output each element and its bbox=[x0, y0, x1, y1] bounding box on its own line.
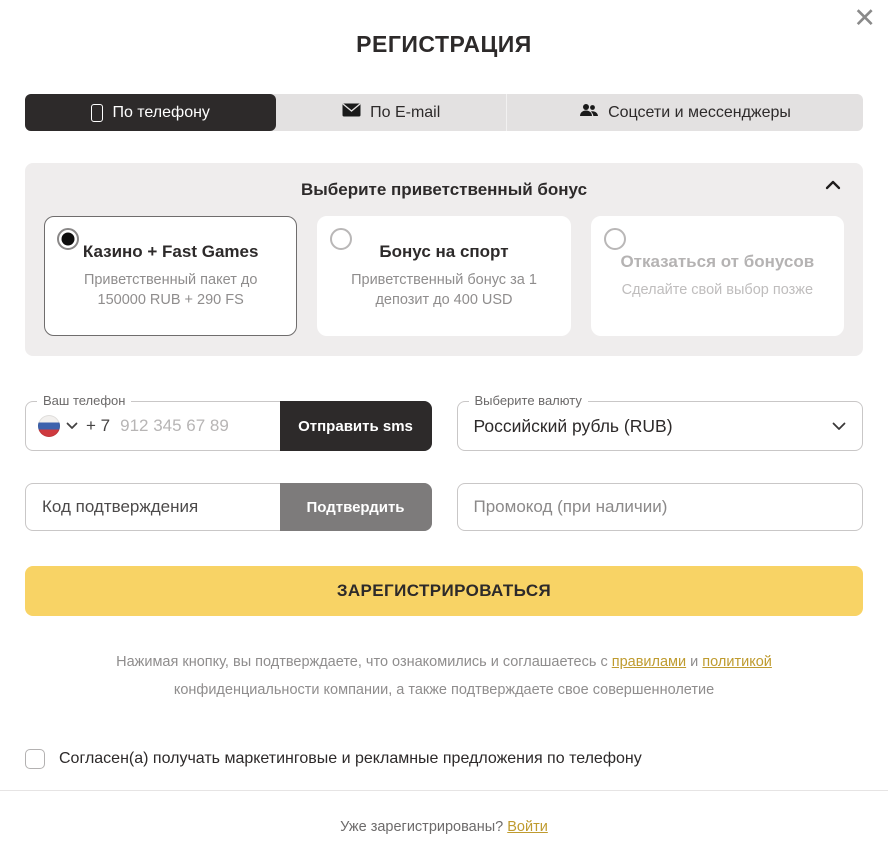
chevron-down-icon[interactable] bbox=[66, 422, 78, 430]
send-sms-button[interactable]: Отправить sms bbox=[280, 401, 432, 451]
currency-select-label: Выберите валюту bbox=[469, 393, 588, 408]
confirmation-code-field bbox=[25, 483, 432, 531]
marketing-optin-row bbox=[25, 749, 863, 769]
already-registered-text: Уже зарегистрированы? bbox=[340, 819, 504, 835]
bonus-option-sport[interactable] bbox=[317, 216, 570, 336]
phone-field bbox=[25, 393, 432, 451]
legal-text bbox=[84, 648, 804, 705]
radio-unchecked-icon[interactable] bbox=[604, 228, 626, 250]
register-button[interactable]: ЗАРЕГИСТРИРОВАТЬСЯ bbox=[25, 566, 863, 616]
legal-text-after: конфиденциальности компании, а также подтверждаете свое совершеннолетие bbox=[173, 682, 715, 699]
tab-by-email[interactable] bbox=[276, 94, 506, 131]
footer bbox=[0, 790, 888, 853]
chevron-down-icon bbox=[832, 422, 846, 431]
tab-label: По E-mail bbox=[370, 103, 441, 121]
tab-by-phone[interactable] bbox=[25, 94, 276, 131]
bonus-option-title: Бонус на спорт bbox=[379, 242, 509, 262]
bonus-options bbox=[44, 216, 844, 336]
bonus-option-refuse[interactable] bbox=[591, 216, 844, 336]
close-icon[interactable]: ✕ bbox=[853, 3, 876, 33]
mobile-phone-icon bbox=[91, 104, 103, 122]
russia-flag-icon bbox=[38, 415, 60, 437]
bonus-option-title: Отказаться от бонусов bbox=[620, 252, 815, 272]
envelope-icon bbox=[342, 103, 361, 122]
tab-label: По телефону bbox=[112, 103, 210, 121]
radio-checked-icon[interactable] bbox=[57, 228, 79, 250]
currency-value: Российский рубль (RUB) bbox=[473, 415, 673, 436]
people-group-icon bbox=[579, 103, 599, 122]
policy-link[interactable]: политикой bbox=[702, 654, 772, 670]
login-link[interactable]: Войти bbox=[507, 819, 548, 835]
legal-text-before: Нажимая кнопку, вы подтверждаете, что ознакомились и соглашаетесь с bbox=[116, 654, 612, 670]
bonus-section bbox=[25, 163, 863, 356]
marketing-optin-label: Согласен(а) получать маркетинговые и рекламные предложения по телефону bbox=[59, 749, 642, 767]
rules-link[interactable]: правилами bbox=[611, 654, 687, 670]
bonus-header: Выберите приветственный бонус bbox=[300, 180, 588, 199]
bonus-option-casino[interactable] bbox=[44, 216, 297, 336]
bonus-option-title: Казино + Fast Games bbox=[82, 242, 259, 262]
registration-form bbox=[25, 393, 863, 531]
tab-label: Соцсети и мессенджеры bbox=[608, 103, 791, 121]
confirm-code-button[interactable]: Подтвердить bbox=[280, 483, 432, 531]
dial-code: + 7 bbox=[86, 416, 111, 435]
bonus-option-description: Приветственный пакет до 150000 RUB + 290 FS bbox=[83, 272, 258, 309]
phone-field-label: Ваш телефон bbox=[37, 393, 131, 408]
promo-code-input[interactable] bbox=[474, 484, 847, 530]
tab-social-messengers[interactable] bbox=[506, 94, 863, 131]
registration-tabs bbox=[25, 94, 863, 131]
legal-text-between: и bbox=[686, 654, 703, 670]
promo-code-field bbox=[457, 483, 864, 531]
bonus-option-description: Сделайте свой выбор позже bbox=[621, 282, 814, 299]
page-title: РЕГИСТРАЦИЯ bbox=[356, 31, 532, 57]
marketing-optin-checkbox[interactable] bbox=[25, 749, 45, 769]
currency-select[interactable] bbox=[457, 393, 864, 451]
chevron-up-icon[interactable] bbox=[825, 180, 841, 190]
bonus-option-description: Приветственный бонус за 1 депозит до 400 USD bbox=[351, 272, 537, 309]
